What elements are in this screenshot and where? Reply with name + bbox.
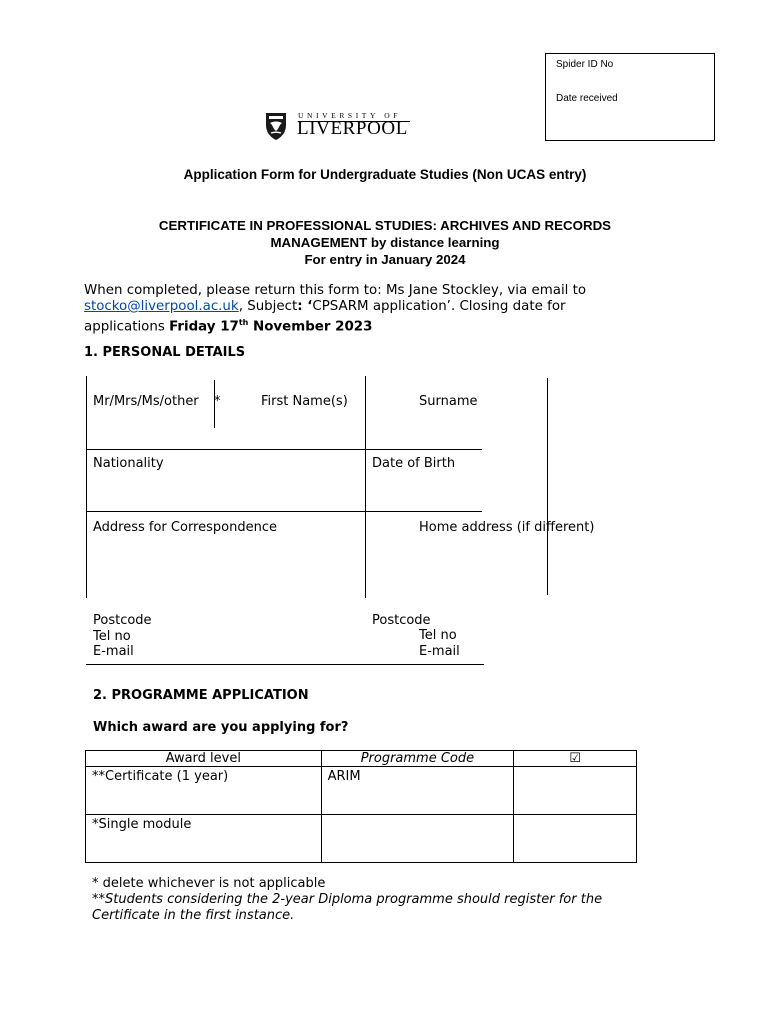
programme-title-line1: CERTIFICATE IN PROFESSIONAL STUDIES: ARCHIVES AND RECORDS [158,218,612,233]
spider-id-label: Spider ID No [556,59,614,70]
row1-divider [86,449,482,450]
dob-field-label[interactable]: Date of Birth [372,456,456,471]
deadline-sup: th [238,318,249,327]
award-question: Which award are you applying for? [93,720,349,735]
programme-title-line2: MANAGEMENT by distance learning [270,235,500,250]
section2-heading: 2. PROGRAMME APPLICATION [93,688,309,703]
note-diploma: **Students considering the 2-year Diploma programme should register for the [92,892,603,907]
title-field-label[interactable]: Mr/Mrs/Ms/other [93,394,199,409]
left-email-label[interactable]: E-mail [93,644,134,659]
award-single-module-cell: *Single module [86,815,322,863]
logo-university-of: UNIVERSITY OF [298,111,401,120]
contact-email-link[interactable]: stocko@liverpool.ac.uk [84,299,239,314]
instructions-line2 [84,299,586,315]
crest-icon [264,112,288,141]
deadline-rest: November 2023 [248,319,373,335]
logo-liverpool: LIVERPOOL [297,118,408,139]
form-left-border [86,376,87,598]
award-table [85,750,637,863]
award-table-header [86,751,637,767]
nationality-field-label[interactable]: Nationality [93,456,164,471]
single-module-code-cell [321,815,514,863]
form-title: Application Form for Undergraduate Studies (Non UCAS entry) [183,167,587,182]
correspondence-address-label[interactable]: Address for Correspondence [93,520,277,535]
note-certificate: Certificate in the first instance. [92,908,295,923]
deadline-day: Friday 17 [169,319,239,335]
table-row [86,815,637,863]
footnotes [92,876,602,924]
left-tel-label[interactable]: Tel no [93,628,131,644]
left-postcode-label[interactable]: Postcode [93,613,152,628]
right-postcode-label[interactable]: Postcode [372,613,431,628]
applications-prefix: applications [84,319,170,335]
right-email-label[interactable]: E-mail [419,644,460,659]
award-certificate-cell: **Certificate (1 year) [86,767,322,815]
section1-heading: 1. PERSONAL DETAILS [84,345,246,360]
subject-text: CPSARM application’. Closing date for [312,299,566,314]
subject-colon: : ‘ [297,299,313,314]
left-contact-block [93,613,152,660]
table-row [86,767,637,815]
certificate-code-cell: ARIM [321,767,514,815]
entry-date-line: For entry in January 2024 [304,252,466,267]
award-level-header: Award level [86,751,322,767]
certificate-select-cell[interactable] [514,767,637,815]
note-delete: * delete whichever is not applicable [92,876,326,891]
programme-title [0,217,770,268]
home-address-label[interactable]: Home address (if different) [419,520,595,535]
university-logo [264,111,414,143]
subject-prefix: , Subject [238,299,298,314]
programme-code-header: Programme Code [321,751,514,767]
instructions [84,283,586,335]
instructions-line1: When completed, please return this form to: Ms Jane Stockley, via email to [84,283,587,298]
contact-bottom-line [86,664,484,665]
first-name-field-label[interactable]: First Name(s) [261,394,348,409]
right-tel-label[interactable]: Tel no [419,628,457,643]
title-asterisk: * [214,394,221,409]
form-right-border [547,378,548,595]
checkbox-header-icon: ☑ [514,751,637,767]
office-use-box [545,53,715,141]
row2-divider [86,511,482,512]
date-received-label: Date received [556,93,618,104]
surname-field-label[interactable]: Surname [419,394,478,409]
single-module-select-cell[interactable] [514,815,637,863]
form-middle-border [365,376,366,598]
instructions-line3 [84,315,586,335]
